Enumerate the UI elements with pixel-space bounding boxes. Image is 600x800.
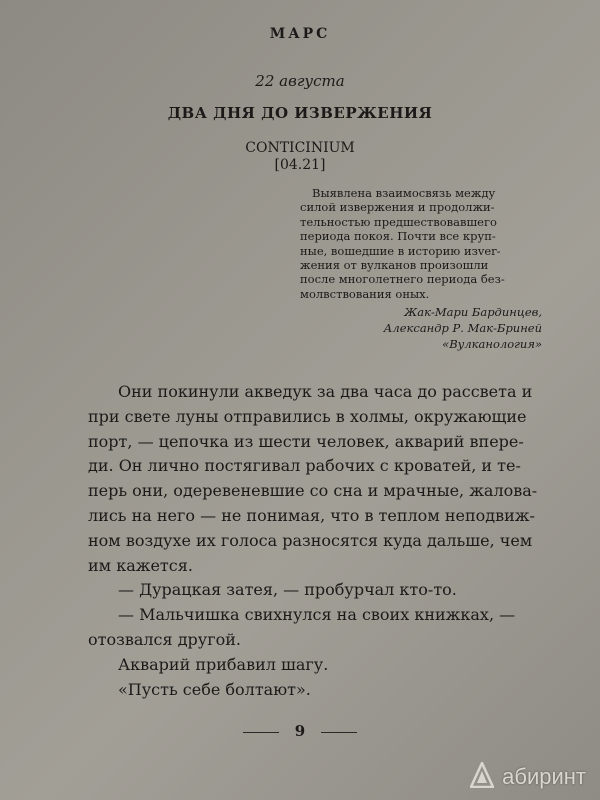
page-number-value: 9: [294, 722, 306, 740]
body-line: «Пусть себе болтают».: [118, 679, 311, 699]
body-line: Акварий прибавил шагу.: [118, 654, 329, 674]
epigraph-line: ные, вошедшие в историю изver-: [300, 243, 501, 258]
body-line: перь они, одеревеневшие со сна и мрачные, жалова-: [88, 481, 538, 501]
epigraph-line: молвствования оных.: [300, 286, 430, 301]
body-line: ди. Он лично постягивал рабочих с кроватей, и те-: [88, 456, 521, 476]
epigraph-line: жения от вулканов произошли: [300, 258, 489, 273]
chapter-title: ДВА ДНЯ ДО ИЗВЕРЖЕНИЯ: [167, 104, 433, 122]
watermark: абиринт: [502, 764, 586, 789]
section-tag-name: CONTICINIUM: [245, 140, 355, 156]
body-text: [88, 380, 558, 702]
epigraph-line: тельностью предшествовавшего: [300, 214, 497, 229]
body-line: им кажется.: [88, 555, 193, 575]
section-tag-code: [04.21]: [274, 157, 326, 173]
epigraph-line: силой извержения и продолжи-: [300, 200, 495, 215]
page-number: [0, 722, 600, 740]
labyrinth-logo-icon: [470, 762, 494, 788]
body-line: при свете луны отправились в холмы, окружающие: [88, 406, 527, 426]
body-line: ном воздухе их голоса разносятся куда дальше, чем: [88, 530, 533, 550]
epigraph-line: Выявлена взаимосвязь между: [312, 186, 496, 200]
epigraph-attribution: [384, 304, 542, 352]
body-line: Они покинули акведук за два часа до рассвета и: [118, 382, 533, 401]
body-line: порт, — цепочка из шести человек, акварий впере-: [88, 431, 524, 451]
attribution-source: «Вулканология»: [442, 337, 542, 351]
body-line: отозвался другой.: [88, 629, 241, 649]
running-head: МАРС: [269, 26, 331, 42]
epigraph-line: после многолетнего периода без-: [300, 272, 505, 287]
folio-dash-right: [321, 732, 357, 733]
body-line: — Мальчишка свихнулся на своих книжках, —: [118, 605, 516, 625]
attribution-author: Жак-Мари Бардинцев,: [404, 305, 542, 319]
epigraph: [300, 186, 562, 301]
attribution-author: Александр Р. Мак-Бриней: [383, 321, 542, 335]
epigraph-line: периода покоя. Почти все круп-: [300, 229, 496, 244]
chapter-date: 22 августа: [255, 72, 345, 90]
body-line: лись на него — не понимая, что в теплом неподвиж-: [88, 505, 535, 525]
folio-dash-left: [243, 732, 279, 733]
body-line: — Дурацкая затея, — пробурчал кто-то.: [118, 580, 457, 600]
